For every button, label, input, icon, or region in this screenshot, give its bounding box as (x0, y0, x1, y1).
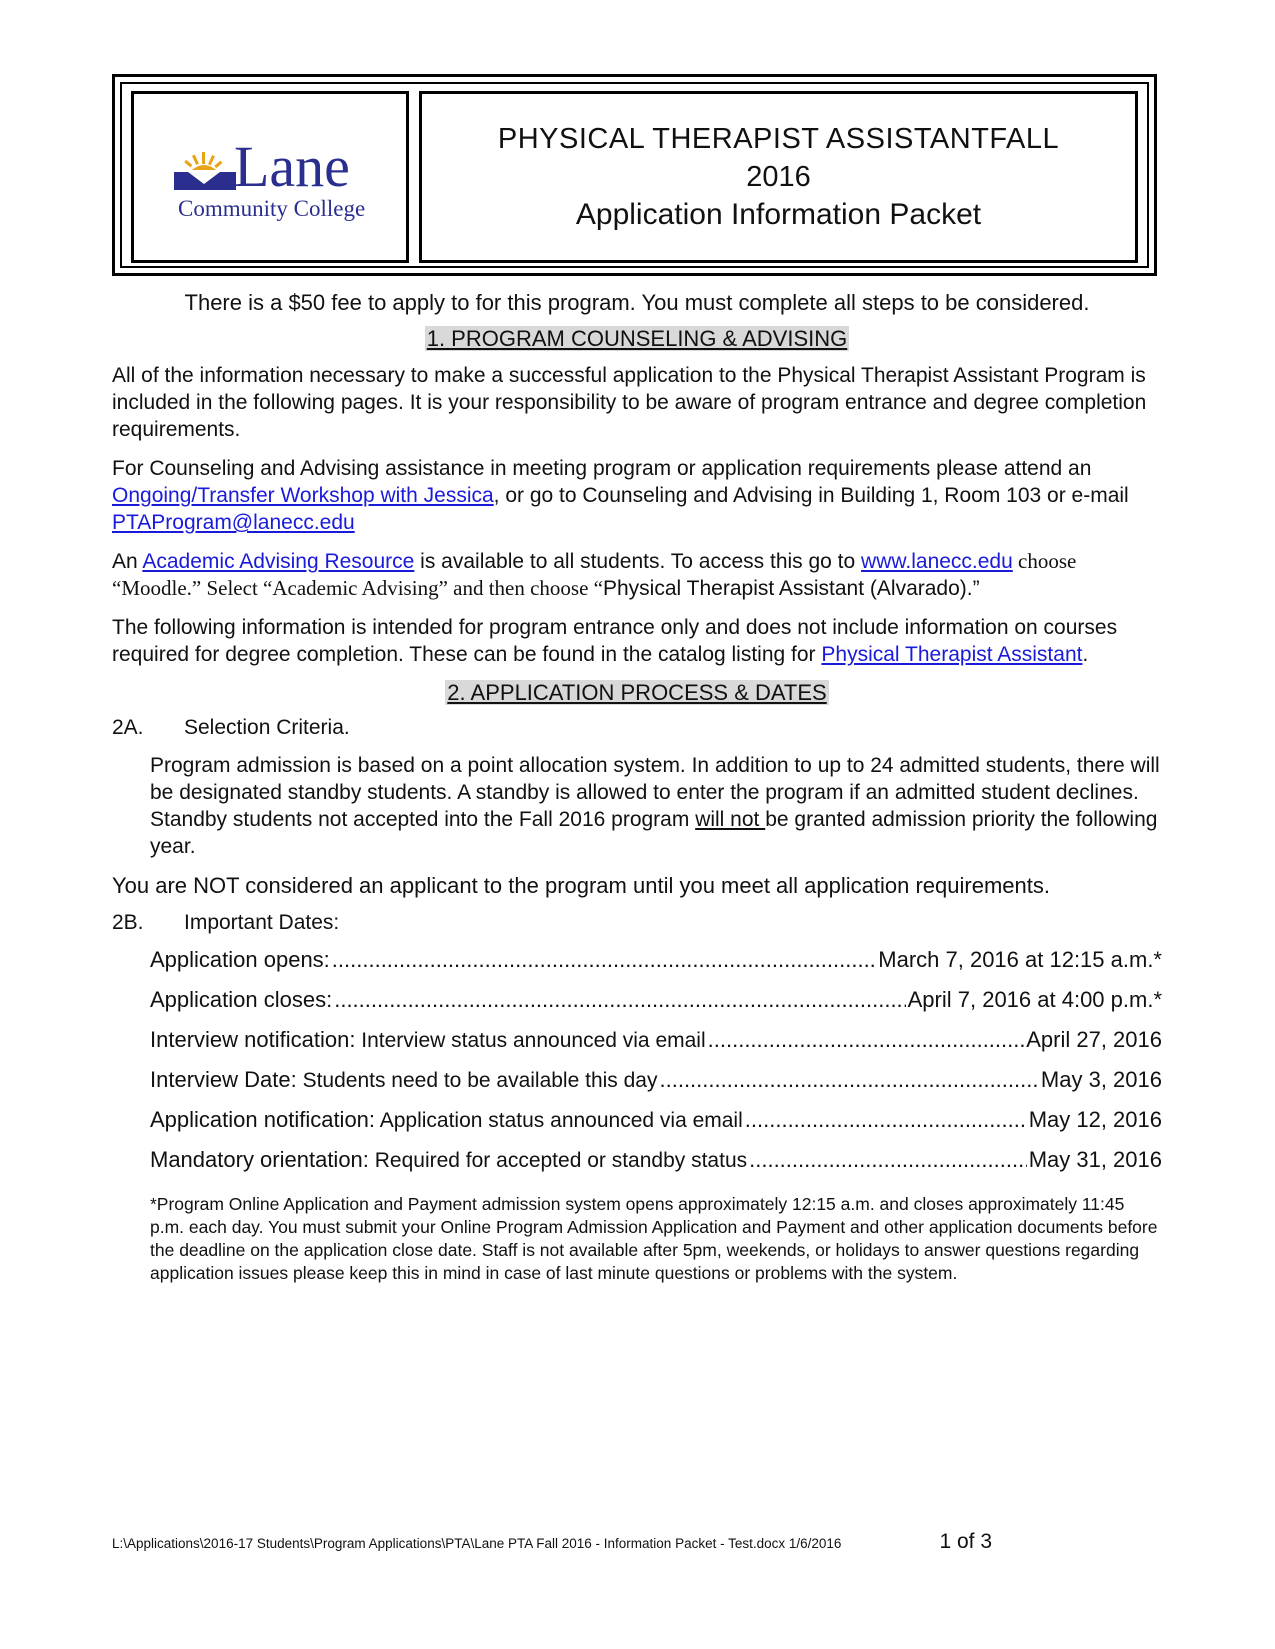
subheading-number: 2A. (112, 716, 144, 739)
date-label-main: Interview Date: (150, 1067, 297, 1092)
workshop-link[interactable]: Ongoing/Transfer Workshop with Jessica (112, 484, 494, 507)
lanecc-website-link[interactable]: www.lanecc.edu (861, 550, 1013, 573)
sunrise-logo-icon (174, 150, 236, 190)
logo-cell (131, 91, 409, 263)
date-row (150, 947, 1162, 987)
date-row (150, 1027, 1162, 1067)
date-value: May 31, 2016 (1028, 1147, 1162, 1172)
date-value: May 12, 2016 (1028, 1107, 1162, 1132)
subheading-title: Selection Criteria. (184, 716, 350, 739)
catalog-pta-link[interactable]: Physical Therapist Assistant (821, 643, 1083, 666)
paragraph-advising-resource (112, 548, 1162, 602)
text-fragment: For Counseling and Advising assistance in meeting program or application requirements please attend an (112, 457, 1092, 480)
subheading-selection-criteria (112, 716, 1162, 740)
date-label-main: Application notification: (150, 1107, 376, 1132)
document-title-year: 2016 (746, 161, 811, 193)
date-value: April 7, 2016 at 4:00 p.m.* (907, 987, 1162, 1012)
date-label (150, 1027, 706, 1053)
date-label-main: Application opens: (150, 947, 330, 972)
dot-leader (332, 947, 876, 973)
dates-list (112, 947, 1162, 1187)
date-label (150, 1147, 747, 1173)
text-fragment: Program admission is based on a point allocation system. In addition to up to 24 admitted students, there will be designated standby students. A standby is allowed to enter the program if an admitted student declines. Standby students not accepted into the Fall 2016 program (150, 754, 1160, 831)
date-label (150, 1067, 658, 1093)
date-row (150, 987, 1162, 1027)
email-link[interactable]: PTAProgram@lanecc.edu (112, 511, 355, 534)
date-label-detail: Students need to be available this day (296, 1069, 658, 1092)
document-title: PHYSICAL THERAPIST ASSISTANTFALL (497, 123, 1060, 155)
header-inner-frame (120, 82, 1149, 268)
dot-leader (708, 1027, 1025, 1053)
text-fragment: be granted admission priority the following year. (150, 808, 1158, 858)
underlined-text: will not (695, 808, 766, 831)
section-heading-counseling (112, 326, 1162, 352)
section-heading-application (112, 680, 1162, 706)
footer-file-path: L:\Applications\2016-17 Students\Program Applications\PTA\Lane PTA Fall 2016 - Information Packet - Test.docx 1/6/2016 (112, 1536, 842, 1551)
text-fragment: Physical Therapist Assistant (Alvarado).” (603, 577, 980, 600)
lane-cc-logo (174, 136, 384, 226)
page-body (112, 290, 1162, 1285)
advising-resource-link[interactable]: Academic Advising Resource (142, 550, 415, 573)
date-label-main: Application closes: (150, 987, 333, 1012)
text-fragment: The following information is intended for program entrance only and does not include information on courses required for degree completion. These can be found in the catalog listing for (112, 616, 1118, 666)
date-label-detail: Interview status announced via email (355, 1029, 706, 1052)
footnote: *Program Online Application and Payment admission system opens approximately 12:15 a.m. and closes approximately 11:45 p.m. each day. You must submit your Online Program Admission Application and Payment and other application documents before the deadline on the application close date. Staff is not available after 5pm, weekends, or holidays to answer questions regarding application issues please keep this in mind in case of last minute questions or problems with the system. (150, 1194, 1158, 1283)
date-label (150, 1107, 743, 1133)
paragraph-selection (112, 752, 1162, 860)
date-label (150, 947, 330, 973)
document-subtitle: Application Information Packet (575, 198, 982, 231)
logo-wordmark: Lane (234, 134, 350, 199)
date-label-main: Mandatory orientation: (150, 1147, 369, 1172)
subheading-number: 2B. (112, 911, 144, 934)
subheading-important-dates (112, 911, 1162, 935)
text-fragment: , or go to Counseling and Advising in Building 1, Room 103 or e-mail (493, 484, 1129, 507)
paragraph-not-applicant: You are NOT considered an applicant to the program until you meet all application requirements. (112, 873, 1050, 898)
date-row (150, 1147, 1162, 1187)
date-value: May 3, 2016 (1040, 1067, 1162, 1092)
text-fragment: is available to all students. To access this go to (414, 550, 862, 573)
date-label-detail: Application status announced via email (375, 1109, 743, 1132)
date-label-detail: Required for accepted or standby status (368, 1149, 748, 1172)
paragraph-program-info: All of the information necessary to make a successful application to the Physical Therapist Assistant Program is included in the following pages. It is your responsibility to be aware of program entrance and degree completion requirements. (112, 364, 1147, 441)
text-fragment-serif: choose “Moodle.” Select “Academic Advising” and then choose “ (112, 549, 1077, 600)
date-value: March 7, 2016 at 12:15 a.m.* (878, 947, 1162, 972)
date-label-main: Interview notification: (150, 1027, 356, 1052)
page-number: 1 of 3 (939, 1530, 992, 1553)
date-value: April 27, 2016 (1026, 1027, 1162, 1052)
date-label (150, 987, 332, 1013)
paragraph-catalog (112, 614, 1162, 668)
text-fragment: An (112, 550, 143, 573)
page-footer (112, 1530, 992, 1554)
header-box (112, 74, 1157, 276)
dot-leader (334, 987, 905, 1013)
section2-heading-text: 2. APPLICATION PROCESS & DATES (447, 680, 827, 705)
dot-leader (745, 1107, 1027, 1133)
fee-notice: There is a $50 fee to apply to for this program. You must complete all steps to be considered. (184, 290, 1090, 315)
dot-leader (749, 1147, 1027, 1173)
section1-heading-text: 1. PROGRAM COUNSELING & ADVISING (426, 326, 848, 351)
subheading-title: Important Dates: (184, 911, 340, 934)
date-row (150, 1067, 1162, 1107)
logo-subtitle: Community College (178, 196, 366, 221)
title-cell (419, 91, 1138, 263)
text-fragment: . (1082, 643, 1089, 666)
date-row (150, 1107, 1162, 1147)
dot-leader (660, 1067, 1039, 1093)
paragraph-counseling (112, 455, 1162, 536)
